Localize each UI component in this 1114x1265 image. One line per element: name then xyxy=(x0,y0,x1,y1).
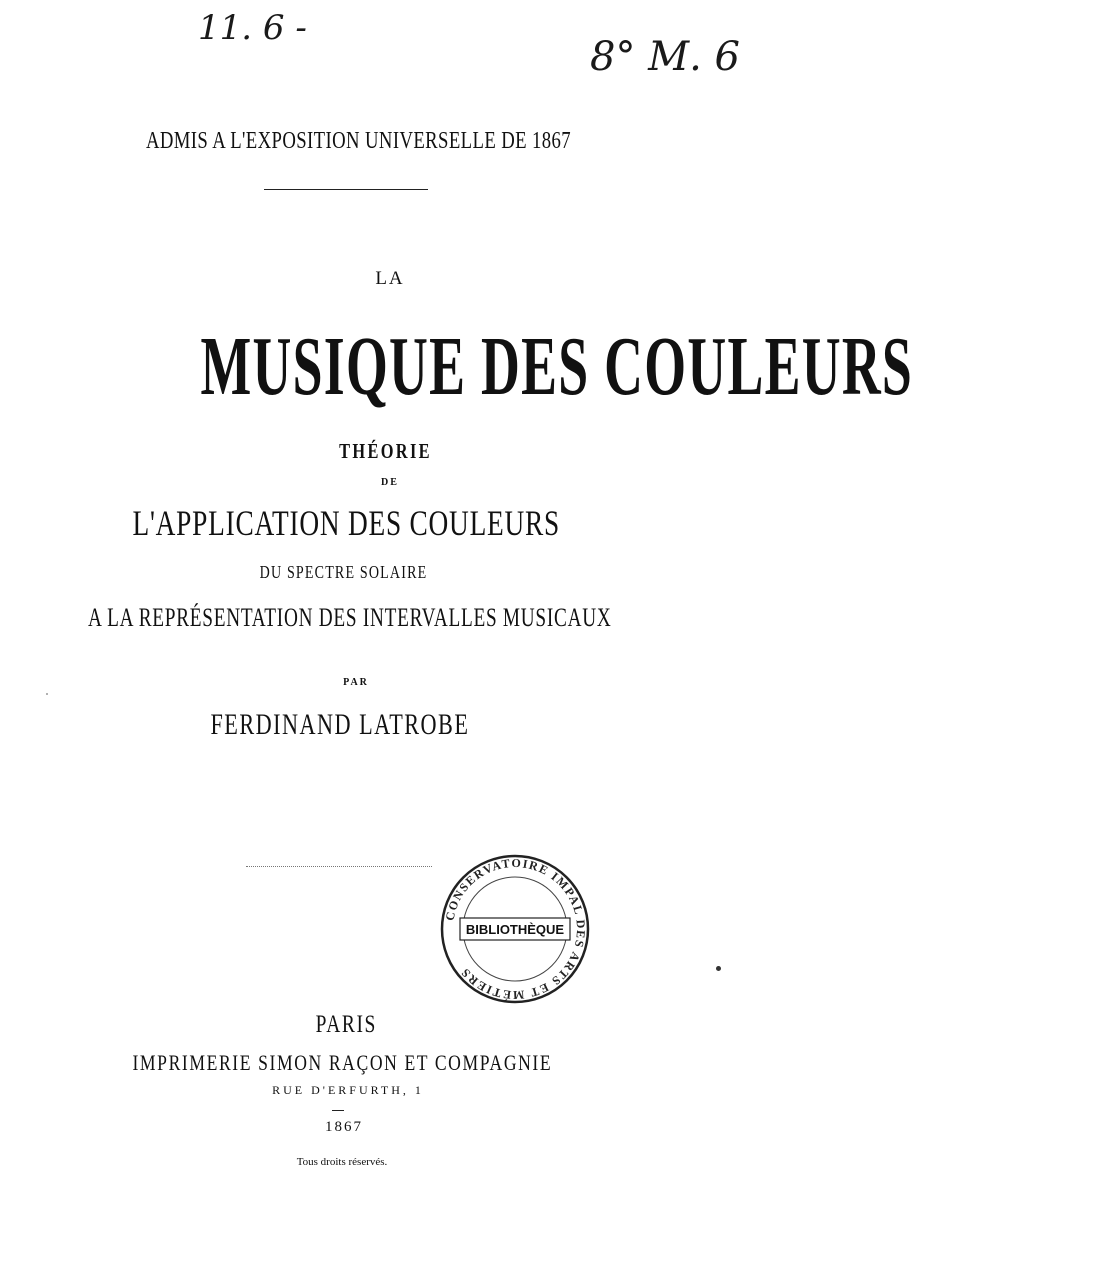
imprint-printer: IMPRIMERIE SIMON RAÇON ET COMPAGNIE xyxy=(132,1050,552,1075)
imprint-rule xyxy=(332,1110,344,1111)
stamp-ring-text: CONSERVATOIRE IMPAL DES ARTS ET MÉTIERS xyxy=(442,855,589,1003)
imprint-rights: Tous droits réservés. xyxy=(296,1156,388,1168)
dotted-rule xyxy=(246,866,432,867)
subtitle-application: L'APPLICATION DES COULEURS xyxy=(132,503,560,543)
admission-line: ADMIS A L'EXPOSITION UNIVERSELLE DE 1867 xyxy=(145,128,571,154)
header-rule xyxy=(264,189,428,190)
imprint-city: PARIS xyxy=(315,1011,377,1038)
author-by: PAR xyxy=(343,677,369,688)
imprint-address: RUE D'ERFURTH, 1 xyxy=(272,1083,424,1097)
subtitle-intervalles: A LA REPRÉSENTATION DES INTERVALLES MUSICAUX xyxy=(88,603,612,632)
imprint-year: 1867 xyxy=(325,1119,363,1135)
ink-speck xyxy=(46,693,48,695)
handwritten-shelfmark: 8° M. 6 xyxy=(590,34,740,80)
subtitle-de: DE xyxy=(381,477,399,488)
stamp-center-text: BIBLIOTHÈQUE xyxy=(465,922,565,937)
subtitle-spectre: DU SPECTRE SOLAIRE xyxy=(260,562,428,582)
subtitle-theorie: THÉORIE xyxy=(339,439,433,463)
title-article: LA xyxy=(375,268,405,289)
handwritten-note: 11. 6 - xyxy=(198,8,307,48)
library-stamp xyxy=(438,852,592,1006)
author-name: FERDINAND LATROBE xyxy=(210,708,470,741)
ink-speck xyxy=(716,966,721,971)
main-title: MUSIQUE DES COULEURS xyxy=(200,320,914,413)
